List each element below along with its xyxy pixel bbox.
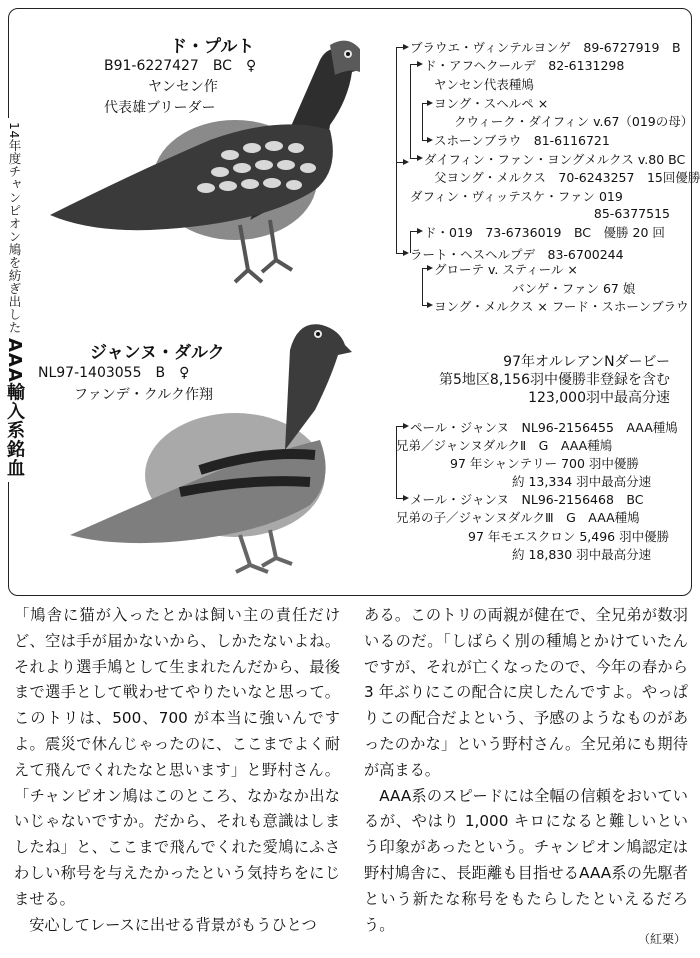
ped2-dam: メール・ジャンヌ NL96-2156468 BC (410, 492, 644, 507)
bird2-breeder: ファンデ・クルク作翔 (74, 387, 214, 403)
ped1-line: ヨング・スヘルペ × (434, 96, 549, 111)
achievement-line: 第5地区8,156羽中優勝非登録を含む (439, 372, 670, 388)
bird1-breeder: ヤンセン作 (148, 79, 218, 95)
ped2-sire: ペール・ジャンヌ NL96-2156455 AAA種鳩 (410, 420, 678, 435)
ped1-line: グローテ v. スティール × (434, 262, 578, 277)
ped1-line: クウィーク・ダイフィン v.67（019の母） (454, 114, 694, 129)
bird1-name: ド・プルト (170, 37, 255, 57)
achievement-line: 123,000羽中最高分速 (528, 390, 670, 406)
ped1-note: ヤンセン代表種鳩 (434, 77, 534, 92)
paragraph: 「鳩舎に猫が入ったとかは飼い主の責任だけど、空は手が届かないから、しかたないよね。それより選手鳩として生まれたんだから、最後まで選手として戦わせてやりたいなと思って。このトリは、500、700 が本当に強いんですよ。震災で休んじゃったのに、ここまでよく耐えて飛んでくれたなと思います」と野村さん。「チャンピオン鳩はこのところ、なかなか出ないじゃないですか。だから、それも意識はしましたね」と、ここまで飛んでくれた愛鳩にふさわしい称号を与えたかったという気持ちをにじませる。 (14, 606, 340, 908)
ped1-line: ラート・ヘスヘルプデ 83-6700244 (410, 247, 624, 262)
bird1-ring: B91-6227427 BC ♀ (104, 58, 257, 74)
paragraph: 安心してレースに出せる背景がもうひとつ (29, 915, 317, 934)
ped2-line: 兄弟の子／ジャンヌダルクⅢ G AAA種鳩 (396, 510, 640, 525)
ped1-line: スホーンブラウ 81-6116721 (434, 133, 610, 148)
ped1-sire-sire: ド・アフヘクールデ 82-6131298 (424, 58, 625, 73)
paragraph: ある。このトリの両親が健在で、全兄弟が数羽いるのだ。「しばらく別の種鳩とかけていたんですが、それが亡くなったので、今年の春から 3 年ぶりにこの配合に戻したんですよ。やっぱりこの配合だよという、予感のようなものがあったのかな」という野村さん。全兄弟にも期待が高まる。 (364, 606, 688, 779)
ped2-line: 約 18,830 羽中最高分速 (512, 547, 652, 562)
ped1-dam: ダフィン・ヴィッテスケ・ファン 019 (410, 189, 623, 204)
ped1-line: ド・019 73-6736019 BC 優勝 20 回 (424, 225, 665, 240)
ped1-line: バンゲ・ファン 67 娘 (512, 281, 636, 296)
ped1-line: 父ヨング・メルクス 70-6243257 15回優勝 (434, 170, 700, 185)
body-column-right (364, 603, 688, 938)
ped1-line: ダイフィン・ファン・ヨングメルクス v.80 BC (424, 152, 686, 167)
ped1-sire: ブラウエ・ヴィンテルヨンゲ 89-6727919 B (410, 40, 681, 55)
ped2-line: 97 年シャンテリー 700 羽中優勝 (450, 456, 639, 471)
ped1-line: ヨング・メルクス × フード・スホーンブラウ (434, 299, 689, 314)
bird2-ring: NL97-1403055 B ♀ (38, 365, 190, 381)
bird1-role: 代表雄ブリーダー (104, 100, 216, 116)
side-title-small: 14年度チャンピオン鳩を紡ぎ出した (4, 118, 24, 338)
author-credit: （紅栗） (637, 932, 686, 946)
ped2-line: 約 13,334 羽中最高分速 (512, 474, 652, 489)
side-title-big: AAA輸入系銘血 (4, 334, 24, 482)
paragraph: AAA系のスピードには全幅の信頼をおいているが、やはり 1,000 キロになると難しいという印象があったという。チャンピオン鳩認定は野村鳩舎に、長距離も目指せるAAA系の先駆者という新たな称号をもたらしたといえるだろう。 (364, 786, 688, 934)
ped1-dam-ring: 85-6377515 (593, 206, 670, 221)
achievement-line: 97年オルレアンNダービー (503, 354, 670, 370)
ped2-line: 兄弟／ジャンヌダルクⅡ G AAA種鳩 (396, 438, 613, 453)
ped2-line: 97 年モエスクロン 5,496 羽中優勝 (468, 529, 670, 544)
bird2-name: ジャンヌ・ダルク (90, 343, 225, 363)
body-column-left (14, 603, 340, 938)
